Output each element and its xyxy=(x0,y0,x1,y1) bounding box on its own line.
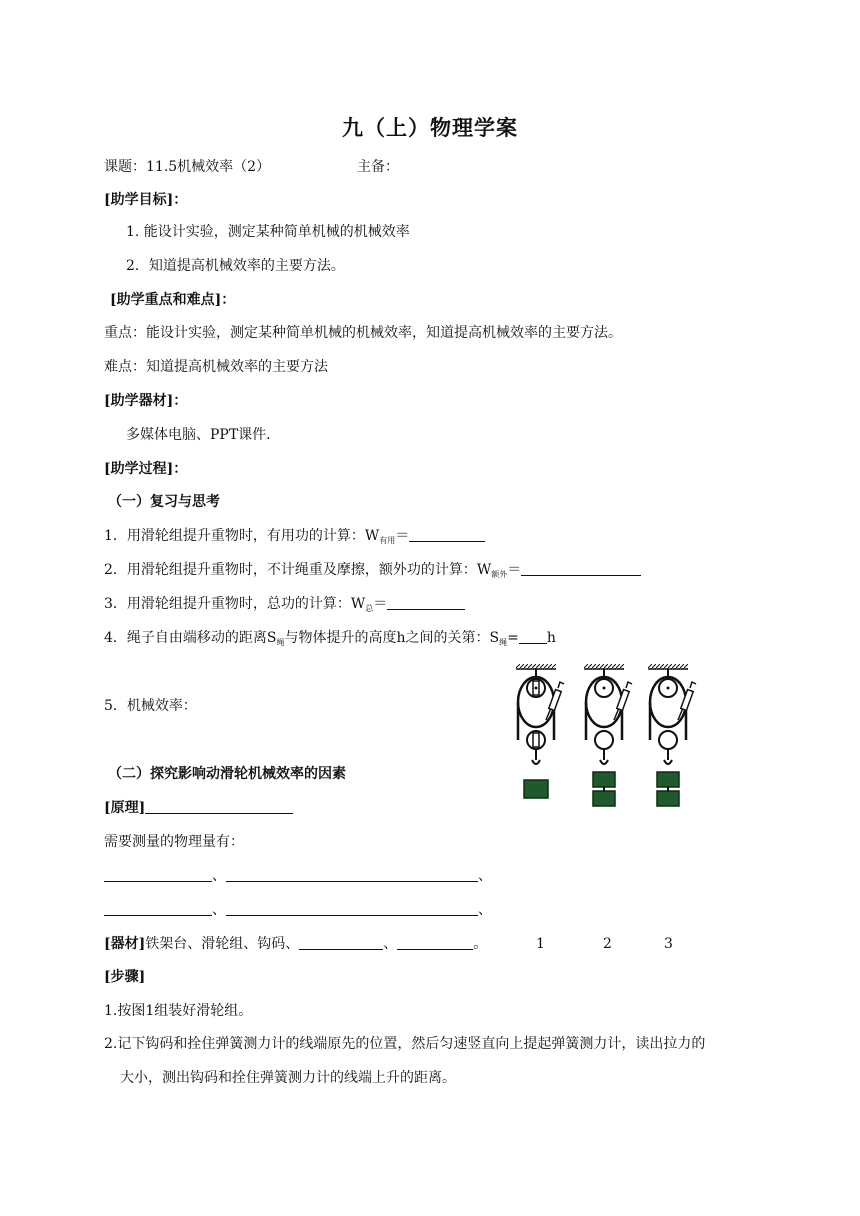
separator: 、 xyxy=(383,936,398,952)
separator: 、 xyxy=(212,868,226,884)
question-5: 5．机械效率： xyxy=(104,698,197,714)
process-heading: [助学过程]： xyxy=(104,461,188,477)
measure-blanks-1 xyxy=(104,866,492,886)
question-4-sub2: 绳 xyxy=(499,638,508,647)
answer-blank[interactable] xyxy=(387,595,465,610)
question-2-sub: 额外 xyxy=(491,570,508,579)
measure-label: 需要测量的物理量有： xyxy=(104,834,244,850)
answer-blank[interactable] xyxy=(397,935,473,950)
step-2-line-1: 2.记下钩码和拴住弹簧测力计的线端原先的位置，然后匀速竖直向上提起弹簧测力计，读出拉力的 xyxy=(104,1036,706,1052)
lead-teacher: 主备： xyxy=(357,159,399,175)
question-4-mid: 与物体提升的高度h之间的关第：S xyxy=(284,630,500,646)
goal-item-1: 1. 能设计实验，测定某种简单机械的机械效率 xyxy=(126,224,410,240)
question-3-text: 3．用滑轮组提升重物时，总功的计算：W xyxy=(104,596,366,612)
equipment-text: 铁架台、滑轮组、钩码、 xyxy=(145,936,300,952)
materials-text: 多媒体电脑、PPT课件. xyxy=(126,427,271,443)
answer-blank[interactable] xyxy=(226,867,478,882)
section2-heading: （二）探究影响动滑轮机械效率的因素 xyxy=(108,766,346,782)
key-point: 重点：能设计实验，测定某种简单机械的机械效率，知道提高机械效率的主要方法。 xyxy=(104,325,622,341)
equipment-label: [器材] xyxy=(104,936,146,952)
step-1: 1.按图1组装好滑轮组。 xyxy=(104,1003,253,1019)
question-1-eq: ＝ xyxy=(395,528,410,544)
materials-heading: [助学器材]： xyxy=(104,393,188,409)
question-3 xyxy=(104,594,465,619)
section1-heading: （一）复习与思考 xyxy=(108,494,220,510)
step-2-line-2: 大小，测出钩码和拴住弹簧测力计的线端上升的距离。 xyxy=(120,1070,456,1086)
principle-line xyxy=(104,798,293,818)
pulley-setup-1 xyxy=(516,664,564,798)
answer-blank[interactable] xyxy=(409,527,485,542)
answer-blank[interactable] xyxy=(226,901,478,916)
pulley-diagram xyxy=(508,660,700,830)
answer-blank[interactable] xyxy=(521,561,641,576)
question-1-sub: 有用 xyxy=(379,536,396,545)
question-4-eq: = xyxy=(507,630,519,646)
question-1 xyxy=(104,526,485,551)
question-3-sub: 总 xyxy=(365,604,374,613)
question-3-eq: ＝ xyxy=(373,596,388,612)
topic-line: 课题：11.5机械效率（2） xyxy=(104,159,271,175)
equipment-end: 。 xyxy=(473,936,488,952)
question-2-eq: ＝ xyxy=(507,562,522,578)
question-4-sub: 绳 xyxy=(276,638,285,647)
page-title: 九（上）物理学案 xyxy=(342,115,518,140)
goal-item-2: 2．知道提高机械效率的主要方法。 xyxy=(126,258,345,274)
figure-label-3: 3 xyxy=(664,936,673,952)
difficult-point: 难点：知道提高机械效率的主要方法 xyxy=(104,359,328,375)
question-4-tail: h xyxy=(546,630,556,646)
focus-heading: [助学重点和难点]： xyxy=(110,292,236,308)
question-1-text: 1．用滑轮组提升重物时，有用功的计算：W xyxy=(104,528,380,544)
measure-blanks-2 xyxy=(104,900,492,920)
steps-heading: [步骤] xyxy=(104,969,146,985)
figure-label-1: 1 xyxy=(536,936,545,952)
equipment-line xyxy=(104,934,487,954)
goals-heading: [助学目标]： xyxy=(104,192,188,208)
answer-blank[interactable] xyxy=(104,867,212,882)
answer-blank[interactable] xyxy=(145,799,293,814)
answer-blank[interactable] xyxy=(299,935,383,950)
question-4 xyxy=(104,628,556,653)
question-2-text: 2．用滑轮组提升重物时，不计绳重及摩擦，额外功的计算：W xyxy=(104,562,492,578)
principle-label: [原理] xyxy=(104,800,146,816)
pulley-setup-2 xyxy=(584,664,632,806)
separator: 、 xyxy=(212,902,226,918)
separator: 、 xyxy=(478,902,492,918)
answer-blank[interactable] xyxy=(104,901,212,916)
separator: 、 xyxy=(478,868,492,884)
answer-blank[interactable] xyxy=(519,629,547,644)
question-2 xyxy=(104,560,641,585)
pulley-setup-3 xyxy=(648,664,696,806)
figure-label-2: 2 xyxy=(603,936,612,952)
question-4-text: 4．绳子自由端移动的距离S xyxy=(104,630,277,646)
